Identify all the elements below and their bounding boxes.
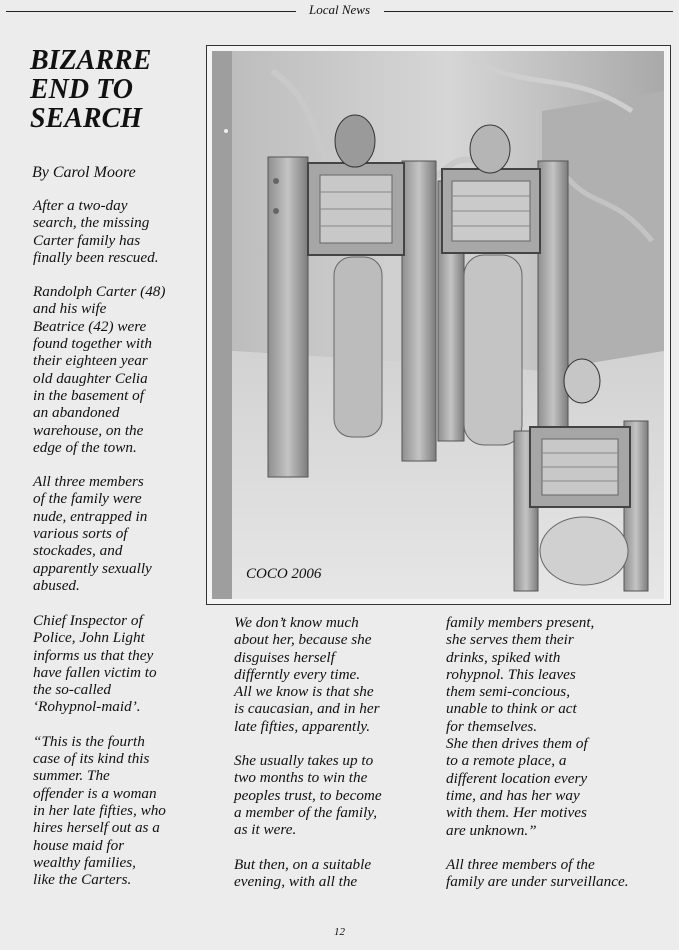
paragraph <box>33 283 205 456</box>
headline-line: BIZARRE <box>30 45 152 76</box>
text-line: She usually takes up to <box>234 752 374 770</box>
text-line: All three members of the <box>446 855 595 873</box>
text-line: for themselves. <box>446 717 538 735</box>
paragraph <box>234 614 434 735</box>
text-line: them semi-concious, <box>446 683 570 701</box>
text-line: with them. Her motives <box>446 804 587 822</box>
headline-line: END TO <box>30 74 133 105</box>
text-line: to a remote place, a <box>446 752 567 770</box>
paragraph <box>234 856 434 891</box>
text-line: the so-called <box>33 681 112 699</box>
text-line: case of its kind this <box>33 750 150 768</box>
text-line: apparently sexually <box>33 559 152 577</box>
text-line: like the Carters. <box>33 871 132 889</box>
text-line: wealthy families, <box>33 853 136 871</box>
text-line: Police, John Light <box>33 629 145 647</box>
text-line: Beatrice (42) were <box>33 317 147 335</box>
paragraph <box>446 856 674 891</box>
text-line: Carter family has <box>33 231 141 249</box>
text-line: she serves them their <box>446 631 574 649</box>
text-line: time, and has her way <box>446 786 580 804</box>
text-line: various sorts of <box>33 525 128 543</box>
text-line: finally been rescued. <box>33 248 159 266</box>
text-line: All we know is that she <box>234 683 374 701</box>
text-line: two months to win the <box>234 769 368 787</box>
paragraph <box>33 612 205 716</box>
text-line: are unknown.” <box>446 821 537 839</box>
text-line: family are under surveillance. <box>446 873 629 891</box>
byline: By Carol Moore <box>32 164 136 181</box>
column-right <box>446 614 674 907</box>
text-line: about her, because she <box>234 631 372 649</box>
text-line: and his wife <box>33 300 107 318</box>
text-line: peoples trust, to become <box>234 786 382 804</box>
text-line: All three members <box>33 473 144 491</box>
text-line: old daughter Celia <box>33 369 148 387</box>
text-line: of the family were <box>33 490 142 508</box>
text-line: informs us that they <box>33 646 154 664</box>
text-line: differntly every time. <box>234 665 361 683</box>
text-line: have fallen victim to <box>33 663 157 681</box>
text-line: rohypnol. This leaves <box>446 665 576 683</box>
text-line: house maid for <box>33 836 125 854</box>
text-line: evening, with all the <box>234 872 358 890</box>
text-line: But then, on a suitable <box>234 855 372 873</box>
text-line: stockades, and <box>33 542 123 560</box>
text-line: unable to think or act <box>446 700 577 718</box>
text-line: is caucasian, and in her <box>234 700 380 718</box>
text-line: search, the missing <box>33 214 150 232</box>
text-line: Randolph Carter (48) <box>33 283 166 301</box>
paragraph <box>446 614 674 735</box>
page-number: 12 <box>334 926 345 938</box>
text-line: late fifties, apparently. <box>234 717 371 735</box>
text-line: drinks, spiked with <box>446 648 561 666</box>
paragraph <box>33 733 205 889</box>
headline <box>30 46 205 133</box>
text-line: “This is the fourth <box>33 732 145 750</box>
paragraph <box>446 735 674 839</box>
text-line: warehouse, on the <box>33 421 144 439</box>
text-line: family members present, <box>446 614 595 631</box>
text-line: disguises herself <box>234 648 335 666</box>
illustration-credit: COCO 2006 <box>246 566 322 582</box>
paragraph <box>234 752 434 838</box>
text-line: She then drives them of <box>446 735 588 753</box>
text-line: edge of the town. <box>33 438 137 456</box>
text-line: different location every <box>446 769 588 787</box>
text-line: We don’t know much <box>234 614 359 631</box>
text-line: ‘Rohypnol-maid’. <box>33 698 141 716</box>
text-line: their eighteen year <box>33 352 148 370</box>
text-line: found together with <box>33 335 152 353</box>
header-rule-right <box>384 11 673 12</box>
paragraph <box>33 197 205 266</box>
text-line: abused. <box>33 576 80 594</box>
text-line: offender is a woman <box>33 784 157 802</box>
paragraph <box>33 473 205 594</box>
column-middle <box>234 614 434 907</box>
illustration-image <box>212 51 664 599</box>
column-left-top <box>33 197 205 611</box>
headline-line: SEARCH <box>30 103 143 134</box>
text-line: as it were. <box>234 821 297 839</box>
illustration-frame <box>206 45 671 605</box>
text-line: hires herself out as a <box>33 819 160 837</box>
text-line: After a two-day <box>33 197 128 214</box>
section-title: Local News <box>308 2 371 17</box>
text-line: a member of the family, <box>234 803 377 821</box>
column-left-bottom <box>33 612 205 905</box>
text-line: summer. The <box>33 767 110 785</box>
text-line: an abandoned <box>33 404 120 422</box>
text-line: nude, entrapped in <box>33 507 148 525</box>
text-line: in the basement of <box>33 386 144 404</box>
text-line: Chief Inspector of <box>33 612 143 629</box>
text-line: in her late fifties, who <box>33 801 166 819</box>
